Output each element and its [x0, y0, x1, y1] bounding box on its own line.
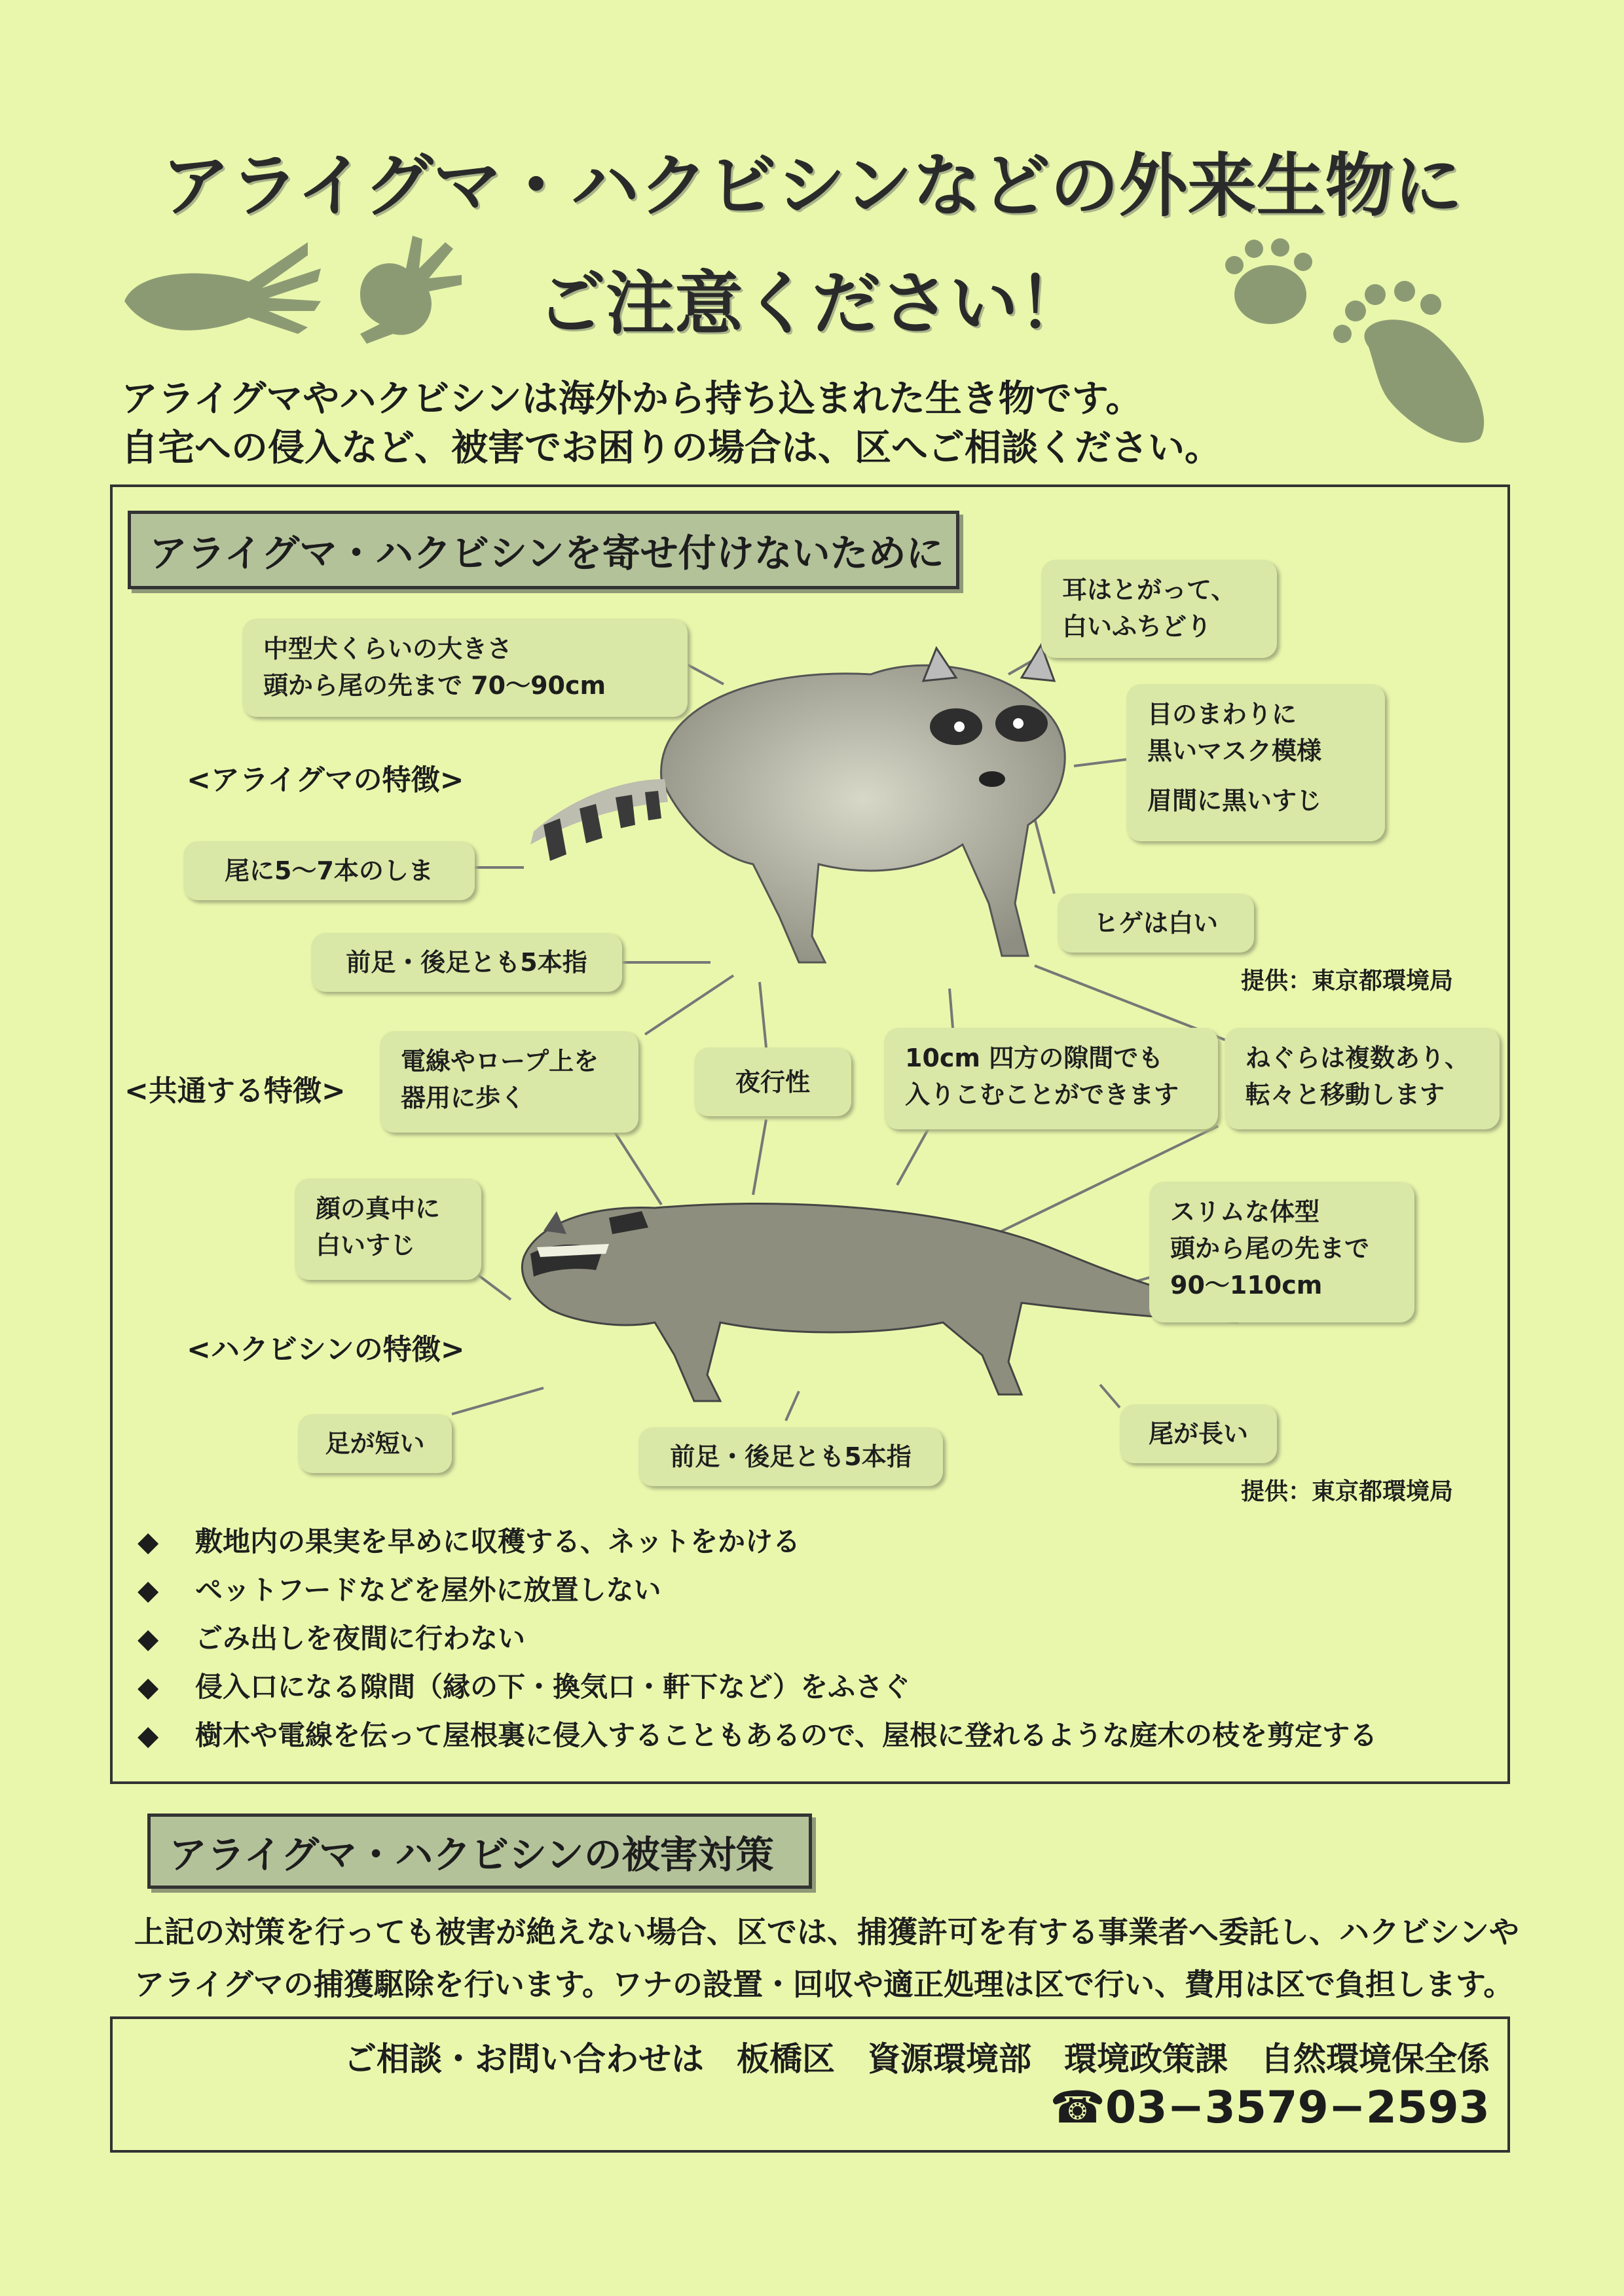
page-title-line2: ご注意ください！ — [536, 264, 1087, 344]
bubble-raccoon-mask — [1126, 684, 1385, 841]
list-item — [138, 1711, 1377, 1760]
bubble-raccoon-size-line1: 中型犬くらいの大きさ — [263, 634, 513, 663]
diamond-bullet-icon: ◆ — [138, 1574, 159, 1606]
prevention-tips-list — [138, 1518, 1377, 1760]
label-raccoon-features: <アライグマの特徴> — [187, 763, 464, 797]
credit-raccoon: 提供：東京都環境局 — [1241, 968, 1454, 994]
bubble-common-wires — [380, 1031, 638, 1133]
bubble-raccoon-whiskers: ヒゲは白い — [1058, 894, 1254, 953]
tip-text: 侵入口になる隙間（縁の下・換気口・軒下など）をふさぐ — [195, 1671, 911, 1703]
list-item — [138, 1518, 1377, 1566]
bubble-civet-face — [295, 1178, 481, 1280]
section2-paragraph-line1: 上記の対策を行っても被害が絶えない場合、区では、捕獲許可を有する事業者へ委託し、ハクビシンや — [134, 1914, 1519, 1950]
bubble-civet-body-line3: 90～110cm — [1170, 1271, 1323, 1300]
bubble-civet-face-line1: 顔の真中に — [316, 1194, 441, 1223]
bubble-raccoon-ears-line2: 白いふちどり — [1062, 612, 1212, 641]
bubble-civet-body — [1149, 1182, 1414, 1322]
label-civet-features: <ハクビシンの特徴> — [187, 1333, 465, 1366]
bubble-common-gap-line2: 入りこむことができます — [905, 1080, 1179, 1109]
bubble-common-nocturnal: 夜行性 — [694, 1048, 851, 1116]
contact-department: ご相談・お問い合わせは 板橋区 資源環境部 環境政策課 自然環境保全係 — [344, 2040, 1490, 2078]
bubble-common-nests-line2: 転々と移動します — [1246, 1080, 1445, 1109]
bubble-raccoon-ears-line1: 耳はとがって、 — [1062, 575, 1236, 604]
section1-heading: アライグマ・ハクビシンを寄せ付けないために — [128, 511, 959, 589]
tip-text: ごみ出しを夜間に行わない — [195, 1622, 526, 1654]
bubble-raccoon-ears — [1041, 560, 1277, 658]
bubble-civet-tail: 尾が長い — [1120, 1404, 1277, 1463]
bubble-common-gap-line1: 10cm 四方の隙間でも — [905, 1044, 1164, 1072]
diamond-bullet-icon: ◆ — [138, 1622, 159, 1654]
bubble-raccoon-toes: 前足・後足とも5本指 — [311, 933, 622, 992]
bubble-raccoon-mask-line1: 目のまわりに — [1147, 700, 1297, 729]
section2-paragraph-line2: アライグマの捕獲駆除を行います。ワナの設置・回収や適正処理は区で行い、費用は区で負担します。 — [134, 1967, 1514, 2002]
bubble-civet-body-line2: 頭から尾の先まで — [1170, 1234, 1370, 1263]
list-item — [138, 1614, 1377, 1663]
bubble-common-wires-line2: 器用に歩く — [401, 1084, 526, 1112]
tip-text: 樹木や電線を伝って屋根裏に侵入することもあるので、屋根に登れるような庭木の枝を剪定する — [195, 1719, 1378, 1751]
bubble-raccoon-tail: 尾に5～7本のしま — [183, 841, 475, 900]
bubble-raccoon-mask-line3: 眉間に黒いすじ — [1147, 786, 1322, 815]
contact-phone: ☎03−3579−2593 — [1050, 2082, 1490, 2134]
bubble-raccoon-size-line2: 頭から尾の先まで 70～90cm — [263, 671, 606, 700]
bubble-civet-body-line1: スリムな体型 — [1170, 1197, 1320, 1226]
section2-heading: アライグマ・ハクビシンの被害対策 — [147, 1813, 812, 1889]
bubble-raccoon-mask-line2: 黒いマスク模様 — [1147, 737, 1322, 765]
bubble-civet-toes: 前足・後足とも5本指 — [638, 1427, 943, 1486]
civet-illustration — [511, 1178, 1257, 1427]
diamond-bullet-icon: ◆ — [138, 1719, 159, 1751]
list-item — [138, 1566, 1377, 1614]
tip-text: 敷地内の果実を早めに収穫する、ネットをかける — [195, 1525, 801, 1558]
list-item — [138, 1663, 1377, 1711]
page-title-line1: アライグマ・ハクビシンなどの外来生物に — [161, 146, 1463, 226]
bubble-common-wires-line1: 電線やロープ上を — [401, 1047, 599, 1076]
bubble-common-gap — [884, 1028, 1218, 1129]
bubble-raccoon-size — [242, 619, 688, 717]
bubble-civet-legs: 足が短い — [298, 1414, 452, 1473]
tip-text: ペットフードなどを屋外に放置しない — [195, 1574, 661, 1606]
bubble-common-nests-line1: ねぐらは複数あり、 — [1246, 1044, 1470, 1072]
intro-line1: アライグマやハクビシンは海外から持ち込まれた生き物です。 — [121, 378, 1143, 420]
diamond-bullet-icon: ◆ — [138, 1525, 159, 1558]
bubble-common-nests — [1225, 1028, 1500, 1129]
intro-line2: 自宅への侵入など、被害でお困りの場合は、区へご相談ください。 — [121, 427, 1221, 469]
diamond-bullet-icon: ◆ — [138, 1671, 159, 1703]
label-common-features: <共通する特徴> — [124, 1074, 346, 1108]
credit-civet: 提供：東京都環境局 — [1241, 1478, 1454, 1505]
bubble-civet-face-line2: 白いすじ — [316, 1231, 416, 1260]
